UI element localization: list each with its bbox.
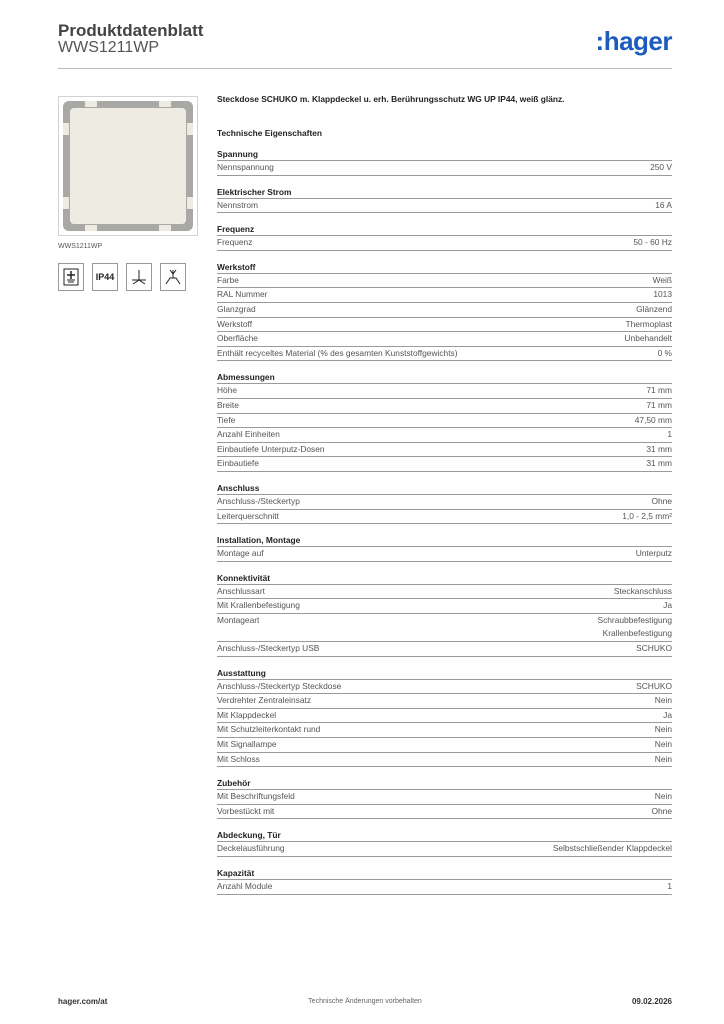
frame-notch <box>63 197 69 209</box>
spec-value-line: Ja <box>663 709 672 720</box>
spec-value-line: 31 mm <box>646 458 672 469</box>
spec-section <box>217 187 672 214</box>
spec-value-line: Unterputz <box>635 548 672 559</box>
spec-table <box>217 273 672 362</box>
spec-row <box>217 160 672 176</box>
spec-value <box>652 805 673 819</box>
spec-section <box>217 830 672 857</box>
spec-row <box>217 546 672 562</box>
frame-notch <box>187 123 193 135</box>
section-title: Konnektivität <box>217 572 271 583</box>
spec-value-line: Nein <box>654 753 672 764</box>
spec-label: RAL Nummer <box>217 289 268 300</box>
spec-value-line: SCHUKO <box>636 680 672 691</box>
spec-section <box>217 535 672 562</box>
spec-value <box>667 880 672 894</box>
spec-row <box>217 413 672 428</box>
spec-value <box>636 303 672 317</box>
spec-value-line: Weiß <box>652 274 672 285</box>
spec-table <box>217 841 672 857</box>
spec-value-line: Ohne <box>651 805 672 816</box>
section-title: Elektrischer Strom <box>217 186 292 197</box>
spec-row <box>217 789 672 804</box>
spec-value-line: Selbstschließender Klappdeckel <box>552 843 672 854</box>
spec-table <box>217 679 672 768</box>
spec-value <box>655 753 672 767</box>
spec-table <box>217 235 672 251</box>
spec-row <box>217 708 672 723</box>
spec-row <box>217 804 672 820</box>
spec-section <box>217 262 672 362</box>
spec-row <box>217 584 672 599</box>
spec-value-line: Nein <box>654 695 672 706</box>
section-title: Abmessungen <box>217 372 275 383</box>
spec-value <box>663 599 672 613</box>
spec-value-line: 71 mm <box>646 399 672 410</box>
spec-table <box>217 198 672 214</box>
spec-table <box>217 789 672 819</box>
image-caption: WWS1211WP <box>58 243 103 250</box>
spec-value-line: 50 - 60 Hz <box>633 237 672 248</box>
spec-value-line: 31 mm <box>646 443 672 454</box>
spec-value <box>653 288 672 302</box>
frame-notch <box>63 123 69 135</box>
spec-section <box>217 224 672 251</box>
socket-cover <box>70 108 186 224</box>
spec-table <box>217 584 672 657</box>
spec-label: Mit Klappdeckel <box>217 709 277 720</box>
spec-label: Mit Schloss <box>217 753 260 764</box>
spec-row <box>217 509 672 525</box>
spec-row <box>217 442 672 457</box>
spec-value-line: 0 % <box>657 347 672 358</box>
spec-value-line: 71 mm <box>646 385 672 396</box>
spec-label: Anschluss-/Steckertyp Steckdose <box>217 680 342 691</box>
spec-value <box>636 547 672 561</box>
spec-label: Einbautiefe Unterputz-Dosen <box>217 443 325 454</box>
spec-label: Verdrehter Zentraleinsatz <box>217 695 312 706</box>
section-title: Frequenz <box>217 224 255 235</box>
spec-row <box>217 427 672 442</box>
spec-label: Leiterquerschnitt <box>217 510 279 521</box>
spec-value-line: Unbehandelt <box>624 333 672 344</box>
section-title: Installation, Montage <box>217 535 301 546</box>
spec-label: Werkstoff <box>217 318 253 329</box>
spec-table <box>217 383 672 472</box>
spec-label: Mit Beschriftungsfeld <box>217 791 295 802</box>
spec-value-line: Schraubbefestigung <box>597 614 672 625</box>
spec-value <box>650 161 672 175</box>
spec-row <box>217 346 672 362</box>
spec-label: Montage auf <box>217 548 264 559</box>
header-divider <box>58 68 672 69</box>
spec-label: Breite <box>217 399 239 410</box>
spec-section <box>217 668 672 768</box>
spec-value <box>646 399 672 413</box>
spec-row <box>217 302 672 317</box>
spec-value <box>646 384 672 398</box>
spec-value <box>652 495 673 509</box>
spec-label: Anschluss-/Steckertyp USB <box>217 643 320 654</box>
footer-url[interactable]: hager.com/at <box>58 997 108 1006</box>
spec-row <box>217 198 672 214</box>
spec-value-line: 16 A <box>655 199 672 210</box>
spec-row <box>217 879 672 895</box>
frame-notch <box>85 101 97 107</box>
spec-value <box>655 199 672 213</box>
spec-value-line: Nein <box>654 724 672 735</box>
spec-value-line: 1013 <box>653 289 672 300</box>
section-title: Abdeckung, Tür <box>217 830 281 841</box>
product-description: Steckdose SCHUKO m. Klappdeckel u. erh. Berührungsschutz WG UP IP44, weiß glänz. <box>217 94 565 104</box>
product-code: WWS1211WP <box>58 39 160 56</box>
spec-row <box>217 287 672 302</box>
spec-value <box>622 510 672 524</box>
spec-value-line: Ohne <box>651 495 672 506</box>
spec-value <box>655 723 672 737</box>
spec-row <box>217 398 672 413</box>
spec-value <box>636 642 672 656</box>
spec-row <box>217 722 672 737</box>
spec-row <box>217 273 672 288</box>
spec-label: Einbautiefe <box>217 458 259 469</box>
spec-value-line: Ja <box>663 600 672 611</box>
spec-label: Anzahl Module <box>217 881 273 891</box>
spec-value <box>553 842 672 856</box>
spec-value <box>655 790 672 804</box>
spec-value-line: Nein <box>654 791 672 802</box>
spec-label: Nennstrom <box>217 199 258 210</box>
spec-label: Oberfläche <box>217 333 258 344</box>
spec-label: Mit Krallenbefestigung <box>217 600 300 611</box>
spec-value-line: 1 <box>667 429 672 440</box>
spec-value <box>633 236 672 250</box>
feature-icons <box>58 263 186 291</box>
spec-label: Deckelausführung <box>217 843 285 854</box>
spec-value <box>636 680 672 694</box>
spec-label: Mit Schutzleiterkontakt rund <box>217 724 321 735</box>
section-title: Anschluss <box>217 482 260 493</box>
spec-value <box>625 318 672 332</box>
spec-row <box>217 317 672 332</box>
tech-heading: Technische Eigenschaften <box>217 128 323 138</box>
spec-row <box>217 693 672 708</box>
spec-table <box>217 494 672 524</box>
spec-label: Farbe <box>217 274 239 285</box>
spec-value <box>625 332 673 346</box>
spec-value-line: Thermoplast <box>625 318 672 329</box>
spec-row <box>217 456 672 472</box>
spec-value-line: 47,50 mm <box>634 414 672 425</box>
spec-section <box>217 868 672 895</box>
spec-label: Vorbestückt mit <box>217 805 275 816</box>
spec-label: Glanzgrad <box>217 303 256 314</box>
spec-table <box>217 879 672 895</box>
spec-value <box>646 457 672 471</box>
frame-notch <box>159 101 171 107</box>
frame-notch <box>187 197 193 209</box>
socket-frame <box>63 101 193 231</box>
spec-section <box>217 372 672 472</box>
spec-section <box>217 573 672 657</box>
spec-row <box>217 383 672 398</box>
cable-entry-icon <box>160 263 186 291</box>
spec-label: Enthält recyceltes Material (% des gesamten Kunststoffgewichts) <box>217 347 458 358</box>
earth-symbol-icon <box>58 263 84 291</box>
spec-value-line: SCHUKO <box>636 643 672 654</box>
spec-row <box>217 494 672 509</box>
spec-value <box>655 694 672 708</box>
mounting-depth-icon <box>126 263 152 291</box>
spec-table <box>217 546 672 562</box>
spec-value <box>614 585 672 599</box>
footer-date: 09.02.2026 <box>631 997 672 1006</box>
spec-value <box>653 274 672 288</box>
spec-label: Mit Signallampe <box>217 739 277 750</box>
spec-label: Anschlussart <box>217 585 265 596</box>
spec-label: Tiefe <box>217 414 236 425</box>
spec-sections <box>217 149 672 895</box>
spec-section <box>217 483 672 524</box>
section-title: Zubehör <box>217 778 251 789</box>
spec-row <box>217 613 672 641</box>
spec-value-line: Krallenbefestigung <box>602 628 672 639</box>
spec-value <box>667 428 672 442</box>
spec-value <box>646 443 672 457</box>
spec-value <box>658 347 672 361</box>
spec-label: Frequenz <box>217 237 253 248</box>
spec-row <box>217 598 672 613</box>
product-specs <box>217 94 672 906</box>
spec-label: Montageart <box>217 614 260 625</box>
frame-notch <box>85 225 97 231</box>
spec-row <box>217 331 672 346</box>
hager-logo: :hager <box>595 26 672 56</box>
spec-value-line: 1 <box>667 881 672 891</box>
spec-row <box>217 641 672 657</box>
section-title: Spannung <box>217 149 258 159</box>
section-title: Kapazität <box>217 868 255 878</box>
ip44-badge: IP44 <box>92 263 118 291</box>
spec-row <box>217 679 672 694</box>
spec-value <box>655 738 672 752</box>
spec-section <box>217 778 672 819</box>
spec-row <box>217 737 672 752</box>
spec-row <box>217 752 672 768</box>
footer-disclaimer: Technische Änderungen vorbehalten <box>308 998 422 1005</box>
spec-value-line: Glänzend <box>636 303 672 314</box>
product-image <box>58 96 198 236</box>
spec-row <box>217 841 672 857</box>
spec-label: Anzahl Einheiten <box>217 429 280 440</box>
spec-value-line: 1,0 - 2,5 mm² <box>622 510 672 521</box>
section-title: Werkstoff <box>217 261 256 272</box>
spec-value <box>663 709 672 723</box>
spec-label: Anschluss-/Steckertyp <box>217 495 300 506</box>
frame-notch <box>159 225 171 231</box>
page-title: Produktdatenblatt <box>58 21 204 40</box>
spec-table <box>217 160 672 176</box>
spec-value-line: Nein <box>654 739 672 750</box>
spec-row <box>217 235 672 251</box>
section-title: Ausstattung <box>217 667 266 678</box>
spec-value <box>598 614 673 641</box>
spec-label: Nennspannung <box>217 162 274 172</box>
spec-value-line: Steckanschluss <box>613 585 672 596</box>
spec-value-line: 250 V <box>650 162 672 172</box>
spec-value <box>635 414 672 428</box>
spec-label: Höhe <box>217 385 238 396</box>
spec-section <box>217 149 672 176</box>
